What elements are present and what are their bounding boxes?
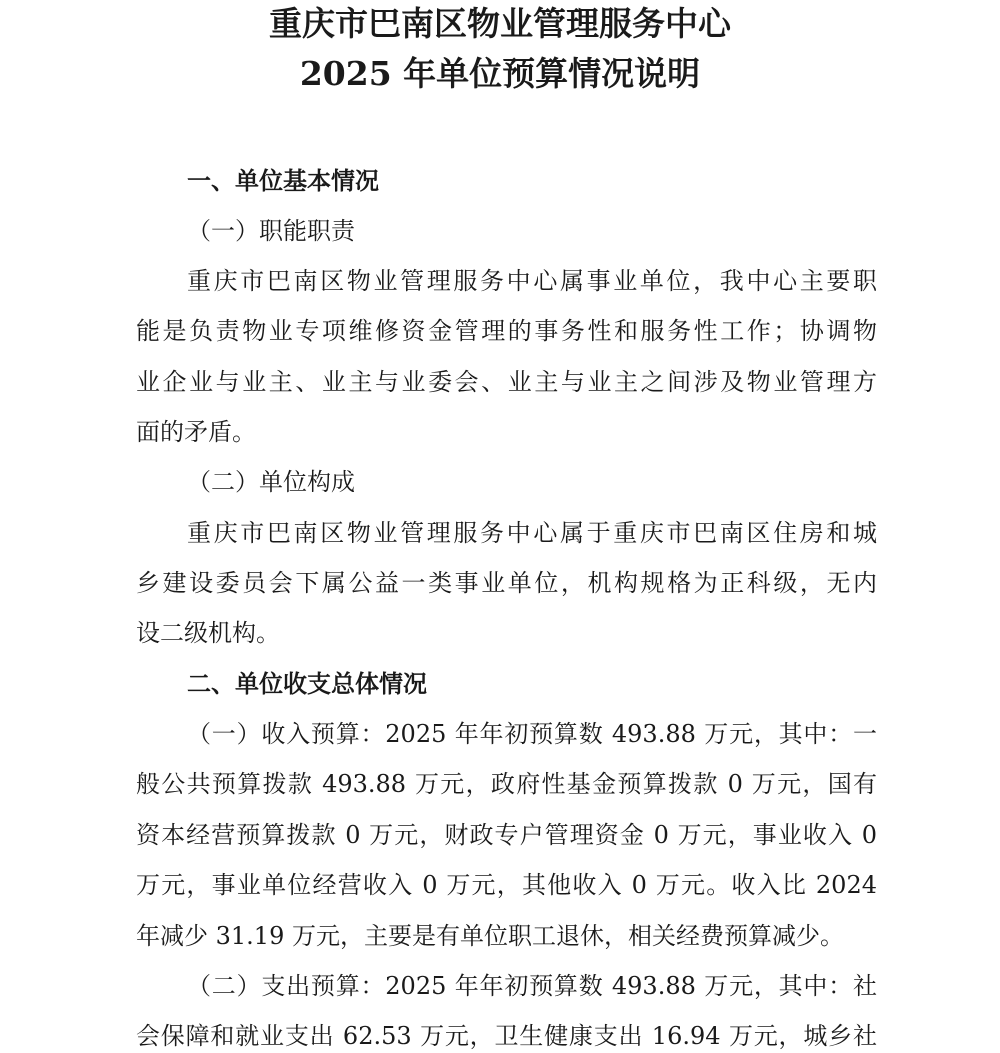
paragraph-line: 会保障和就业支出 62.53 万元，卫生健康支出 16.94 万元，城乡社 [136, 1022, 877, 1050]
section-1-heading: 一、单位基本情况 [187, 166, 379, 195]
document-title-line-1: 重庆市巴南区物业管理服务中心 [269, 4, 731, 43]
paragraph-line: 重庆市巴南区物业管理服务中心属于重庆市巴南区住房和城 [187, 519, 877, 547]
paragraph-line: 重庆市巴南区物业管理服务中心属事业单位，我中心主要职 [187, 267, 877, 295]
paragraph-line: 资本经营预算拨款 0 万元，财政专户管理资金 0 万元，事业收入 0 [136, 821, 877, 849]
paragraph-line: 业企业与业主、业主与业委会、业主与业主之间涉及物业管理方 [136, 368, 877, 396]
paragraph-line: 万元，事业单位经营收入 0 万元，其他收入 0 万元。收入比 2024 [136, 871, 877, 899]
paragraph-line: （一）收入预算：2025 年年初预算数 493.88 万元，其中：一 [187, 720, 877, 748]
document-title-line-2: 2025 年单位预算情况说明 [299, 54, 701, 93]
paragraph-line: 乡建设委员会下属公益一类事业单位，机构规格为正科级，无内 [136, 569, 877, 597]
paragraph-line: 般公共预算拨款 493.88 万元，政府性基金预算拨款 0 万元，国有 [136, 770, 877, 798]
paragraph-line: 年减少 31.19 万元，主要是有单位职工退休，相关经费预算减少。 [136, 922, 844, 950]
section-2-heading: 二、单位收支总体情况 [187, 669, 427, 698]
paragraph-line: 能是负责物业专项维修资金管理的事务性和服务性工作；协调物 [136, 317, 877, 345]
paragraph-line: 设二级机构。 [136, 619, 280, 647]
paragraph-line: （二）支出预算：2025 年年初预算数 493.88 万元，其中：社 [187, 972, 877, 1000]
section-1-sub-2-heading: （二）单位构成 [187, 468, 355, 496]
section-1-sub-1-heading: （一）职能职责 [187, 217, 355, 245]
paragraph-line: 面的矛盾。 [136, 418, 256, 446]
